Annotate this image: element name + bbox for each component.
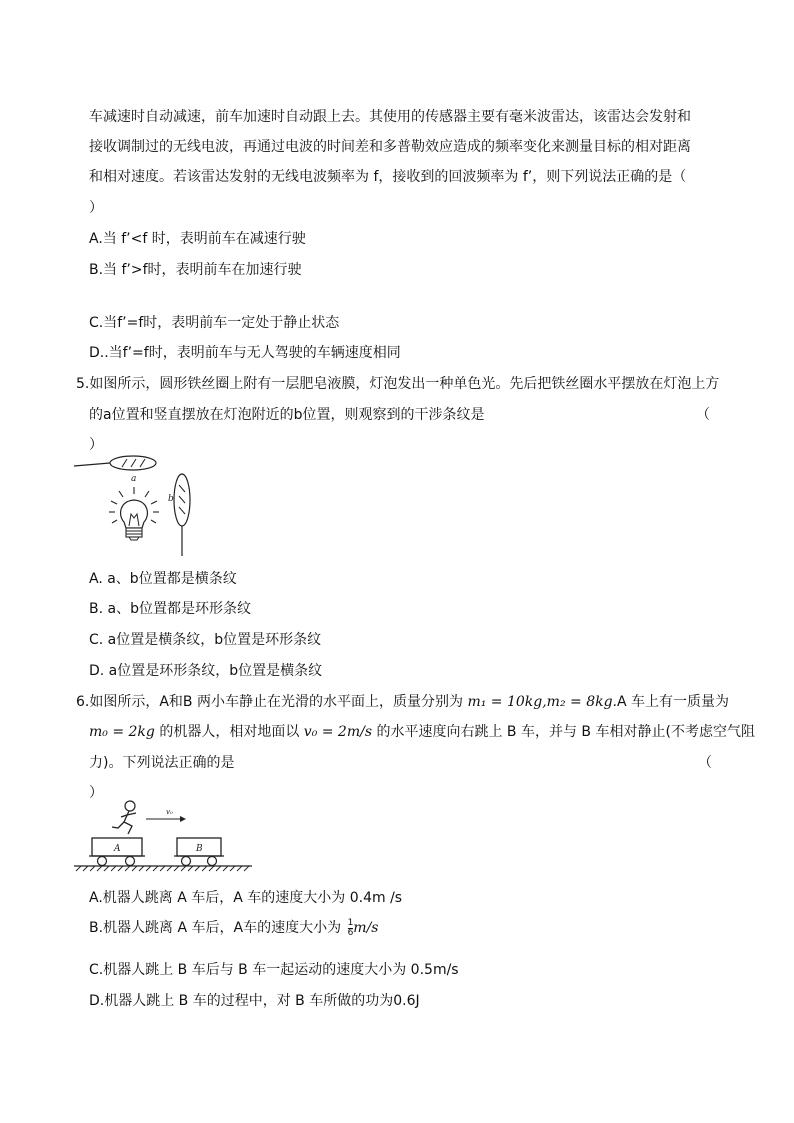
q5-text-line1: 5.如图所示，圆形铁丝圈上附有一层肥皂液膜，灯泡发出一种单色光。先后把铁丝圈水平摆放在灯泡上方 bbox=[76, 376, 720, 392]
q4-option-b: B.当 f’>f时，表明前车在加速行驶 bbox=[89, 262, 302, 278]
q6-text-line2 bbox=[89, 722, 755, 742]
q6-figure bbox=[74, 800, 254, 872]
q6-option-c: C.机器人跳上 B 车后与 B 车一起运动的速度大小为 0.5m/s bbox=[89, 962, 459, 978]
fraction-denominator: 6 bbox=[347, 927, 354, 938]
cart-a-wheel bbox=[126, 857, 135, 866]
ring-a-handle bbox=[74, 463, 110, 466]
q6-velocity-formula: v₀ = 2m/s bbox=[303, 724, 373, 740]
q5-answer-paren-close: ） bbox=[89, 437, 103, 453]
velocity-arrowhead bbox=[180, 816, 186, 822]
q5-option-c: C. a位置是横条纹，b位置是环形条纹 bbox=[89, 632, 322, 648]
ground-hatch bbox=[76, 866, 249, 871]
q4-text-line3: 和相对速度。若该雷达发射的无线电波频率为 f，接收到的回波频率为 f’，则下列说法正确的是（ bbox=[89, 169, 687, 185]
q6-line2-text-a: 的机器人，相对地面以 bbox=[154, 724, 304, 740]
q6-answer-paren-close: ） bbox=[89, 785, 103, 801]
q6-line2-text-b: 的水平速度向右跳上 B 车，并与 B 车相对静止(不考虑空气阻 bbox=[372, 724, 755, 740]
q6-masses-formula: m₁ = 10kg,m₂ = 8kg. bbox=[467, 694, 618, 710]
cart-a-wheel bbox=[98, 857, 107, 866]
label-b: b bbox=[168, 494, 174, 504]
q5-option-d: D. a位置是环形条纹，b位置是横条纹 bbox=[89, 663, 323, 679]
q4-option-d: D..当f’=f时，表明前车与无人驾驶的车辆速度相同 bbox=[89, 345, 401, 361]
q5-text-line2: 的a位置和竖直摆放在灯泡附近的b位置，则观察到的干涉条纹是 bbox=[89, 407, 485, 423]
robot-body bbox=[112, 811, 136, 834]
fraction-numerator: 1 bbox=[347, 917, 354, 928]
q6-option-d: D.机器人跳上 B 车的过程中，对 B 车所做的功为0.6J bbox=[89, 993, 420, 1009]
lamp-base bbox=[126, 528, 142, 537]
q4-option-c: C.当f’=f时，表明前车一定处于静止状态 bbox=[89, 315, 340, 331]
q6-text-line3: 力)。下列说法正确的是 bbox=[89, 755, 235, 771]
q6-option-a: A.机器人跳离 A 车后，A 车的速度大小为 0.4m /s bbox=[89, 890, 403, 906]
cart-b-wheel bbox=[208, 857, 217, 866]
cart-a-label: A bbox=[114, 844, 121, 854]
q5-figure bbox=[74, 452, 204, 560]
label-a: a bbox=[131, 474, 137, 484]
lamp-bulb bbox=[121, 500, 148, 528]
q4-text-line1: 车减速时自动减速，前车加速时自动跟上去。其使用的传感器主要有毫米波雷达，该雷达会发射和 bbox=[89, 109, 691, 125]
q6-option-b-unit: m/s bbox=[353, 920, 379, 936]
q5-option-a: A. a、b位置都是横条纹 bbox=[89, 571, 237, 587]
cart-b-wheel bbox=[182, 857, 191, 866]
cart-b-label: B bbox=[196, 844, 203, 854]
q6-option-b-text: B.机器人跳离 A 车后，A车的速度大小为 bbox=[89, 920, 346, 936]
q5-answer-paren-open: （ bbox=[696, 407, 710, 423]
q4-text-line4: ） bbox=[89, 200, 103, 216]
q4-text-line2: 接收调制过的无线电波，再通过电波的时间差和多普勒效应造成的频率变化来测量目标的相对距离 bbox=[89, 139, 691, 155]
q5-option-b: B. a、b位置都是环形条纹 bbox=[89, 601, 251, 617]
q6-option-b bbox=[89, 918, 378, 938]
q4-option-a: A.当 f’<f 时，表明前车在减速行驶 bbox=[89, 231, 306, 247]
q6-text-line1 bbox=[76, 692, 729, 712]
q6-answer-paren-open: （ bbox=[698, 755, 712, 771]
q6-robot-mass-formula: m₀ = 2kg bbox=[89, 724, 155, 740]
robot-head bbox=[125, 801, 135, 811]
q6-line1-text-b: A 车上有一质量为 bbox=[617, 694, 730, 710]
velocity-label: v₀ bbox=[166, 808, 173, 816]
q6-line1-text-a: 6.如图所示，A和B 两小车静止在光滑的水平面上，质量分别为 bbox=[76, 694, 468, 710]
